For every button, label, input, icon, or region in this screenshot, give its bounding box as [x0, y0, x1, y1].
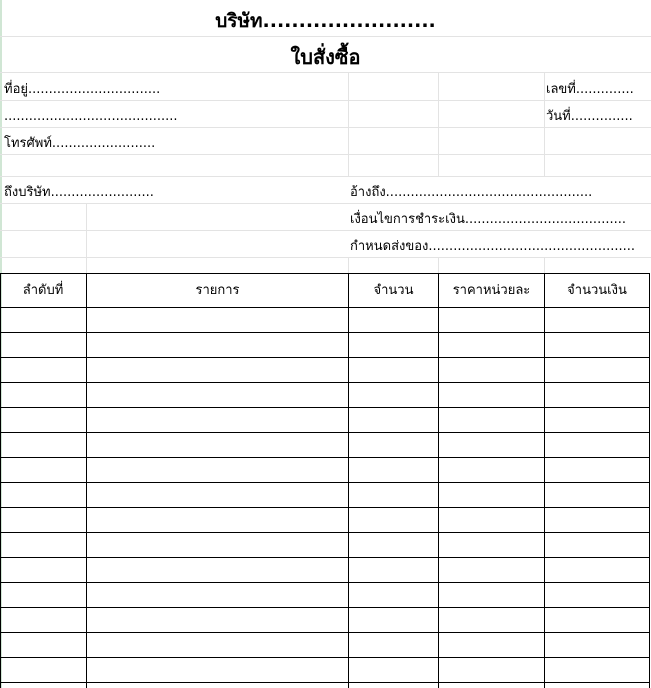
- table-cell[interactable]: [89, 538, 345, 555]
- table-column-border: [438, 273, 439, 688]
- gridline: [348, 257, 349, 273]
- table-cell[interactable]: [547, 313, 646, 330]
- gridline: [438, 257, 439, 273]
- table-cell[interactable]: [547, 513, 646, 530]
- table-cell[interactable]: [89, 588, 345, 605]
- reference-line: อ้างถึง..................................................: [350, 185, 593, 200]
- table-cell[interactable]: [3, 363, 83, 380]
- gridline: [86, 203, 87, 273]
- table-cell[interactable]: [351, 638, 435, 655]
- table-cell[interactable]: [547, 338, 646, 355]
- table-cell[interactable]: [3, 338, 83, 355]
- document-number-line: เลขที่..............: [546, 82, 634, 97]
- table-cell[interactable]: [3, 613, 83, 630]
- table-row-border: [0, 457, 650, 458]
- header-amount: จำนวนเงิน: [567, 283, 627, 298]
- table-cell[interactable]: [441, 488, 541, 505]
- table-cell[interactable]: [89, 463, 345, 480]
- table-cell[interactable]: [351, 588, 435, 605]
- table-cell[interactable]: [351, 463, 435, 480]
- table-cell[interactable]: [547, 438, 646, 455]
- table-cell[interactable]: [351, 538, 435, 555]
- table-row-border: [0, 507, 650, 508]
- table-cell[interactable]: [351, 613, 435, 630]
- table-cell[interactable]: [547, 463, 646, 480]
- payment-terms-line: เงื่อนไขการชำระเงิน.......................................: [350, 212, 626, 227]
- table-cell[interactable]: [3, 538, 83, 555]
- table-cell[interactable]: [89, 438, 345, 455]
- table-cell[interactable]: [3, 563, 83, 580]
- table-row-border: [0, 407, 650, 408]
- table-cell[interactable]: [89, 663, 345, 680]
- table-column-border: [649, 273, 650, 688]
- table-cell[interactable]: [3, 438, 83, 455]
- gridline: [0, 154, 651, 155]
- table-row-border: [0, 382, 650, 383]
- table-cell[interactable]: [441, 513, 541, 530]
- table-cell[interactable]: [3, 313, 83, 330]
- table-cell[interactable]: [351, 663, 435, 680]
- table-row-border: [0, 682, 650, 683]
- address-line-1: ที่อยู่................................: [4, 82, 161, 97]
- gridline: [0, 230, 651, 231]
- table-cell[interactable]: [351, 338, 435, 355]
- table-cell[interactable]: [441, 313, 541, 330]
- table-cell[interactable]: [441, 388, 541, 405]
- table-cell[interactable]: [547, 538, 646, 555]
- table-cell[interactable]: [547, 613, 646, 630]
- table-cell[interactable]: [351, 513, 435, 530]
- gridline: [0, 176, 651, 177]
- table-row-border: [0, 357, 650, 358]
- table-cell[interactable]: [89, 363, 345, 380]
- to-company-line: ถึงบริษัท.........................: [4, 185, 154, 200]
- table-column-border: [0, 273, 1, 688]
- gridline: [348, 72, 349, 176]
- table-cell[interactable]: [441, 638, 541, 655]
- header-item: รายการ: [195, 283, 240, 298]
- table-cell[interactable]: [351, 438, 435, 455]
- table-cell[interactable]: [351, 563, 435, 580]
- gridline: [0, 100, 651, 101]
- table-cell[interactable]: [547, 363, 646, 380]
- table-cell[interactable]: [441, 588, 541, 605]
- table-cell[interactable]: [3, 413, 83, 430]
- address-line-2: ..........................................: [4, 109, 178, 124]
- gridline: [544, 257, 545, 273]
- table-cell[interactable]: [89, 388, 345, 405]
- table-cell[interactable]: [3, 663, 83, 680]
- table-cell[interactable]: [351, 363, 435, 380]
- gridline: [0, 257, 651, 258]
- table-row-border: [0, 582, 650, 583]
- table-cell[interactable]: [547, 638, 646, 655]
- table-cell[interactable]: [3, 488, 83, 505]
- table-cell[interactable]: [89, 488, 345, 505]
- table-cell[interactable]: [441, 413, 541, 430]
- table-cell[interactable]: [89, 638, 345, 655]
- table-cell[interactable]: [351, 413, 435, 430]
- table-cell[interactable]: [441, 463, 541, 480]
- delivery-due-line: กำหนดส่งของ..................................................: [350, 239, 636, 254]
- table-cell[interactable]: [3, 388, 83, 405]
- table-row-border: [0, 557, 650, 558]
- table-row-border: [0, 432, 650, 433]
- table-cell[interactable]: [441, 338, 541, 355]
- table-cell[interactable]: [441, 563, 541, 580]
- header-unit-price: ราคาหน่วยละ: [452, 283, 531, 298]
- table-cell[interactable]: [441, 438, 541, 455]
- table-cell[interactable]: [441, 663, 541, 680]
- table-cell[interactable]: [89, 313, 345, 330]
- table-row-border: [0, 607, 650, 608]
- table-cell[interactable]: [547, 588, 646, 605]
- company-name-line: บริษัท........................: [215, 10, 436, 32]
- table-cell[interactable]: [3, 463, 83, 480]
- header-quantity: จำนวน: [373, 283, 414, 298]
- table-row-border: [0, 532, 650, 533]
- table-cell[interactable]: [351, 313, 435, 330]
- table-column-border: [86, 273, 87, 688]
- table-cell[interactable]: [351, 388, 435, 405]
- table-cell[interactable]: [89, 413, 345, 430]
- table-cell[interactable]: [3, 638, 83, 655]
- phone-line: โทรศัพท์.........................: [4, 136, 156, 151]
- table-cell[interactable]: [441, 538, 541, 555]
- table-column-border: [348, 273, 349, 688]
- gridline: [0, 36, 651, 37]
- gridline: [544, 72, 545, 176]
- table-row-border: [0, 332, 650, 333]
- table-cell[interactable]: [351, 488, 435, 505]
- document-date-line: วันที่...............: [546, 109, 633, 124]
- gridline: [0, 127, 651, 128]
- table-row-border: [0, 482, 650, 483]
- gridline: [0, 203, 651, 204]
- table-row-border: [0, 307, 650, 308]
- table-row-border: [0, 657, 650, 658]
- table-cell[interactable]: [3, 588, 83, 605]
- table-cell[interactable]: [547, 563, 646, 580]
- table-cell[interactable]: [547, 388, 646, 405]
- table-cell[interactable]: [89, 563, 345, 580]
- table-cell[interactable]: [441, 363, 541, 380]
- table-cell[interactable]: [547, 413, 646, 430]
- table-cell[interactable]: [89, 613, 345, 630]
- table-cell[interactable]: [547, 488, 646, 505]
- table-cell[interactable]: [89, 338, 345, 355]
- document-title: ใบสั่งซื้อ: [290, 45, 361, 69]
- gridline: [0, 72, 651, 73]
- table-cell[interactable]: [547, 663, 646, 680]
- table-cell[interactable]: [89, 513, 345, 530]
- table-row-border: [0, 273, 650, 274]
- table-column-border: [544, 273, 545, 688]
- table-row-border: [0, 632, 650, 633]
- table-cell[interactable]: [3, 513, 83, 530]
- table-cell[interactable]: [441, 613, 541, 630]
- header-sequence: ลำดับที่: [22, 283, 64, 298]
- gridline: [438, 72, 439, 176]
